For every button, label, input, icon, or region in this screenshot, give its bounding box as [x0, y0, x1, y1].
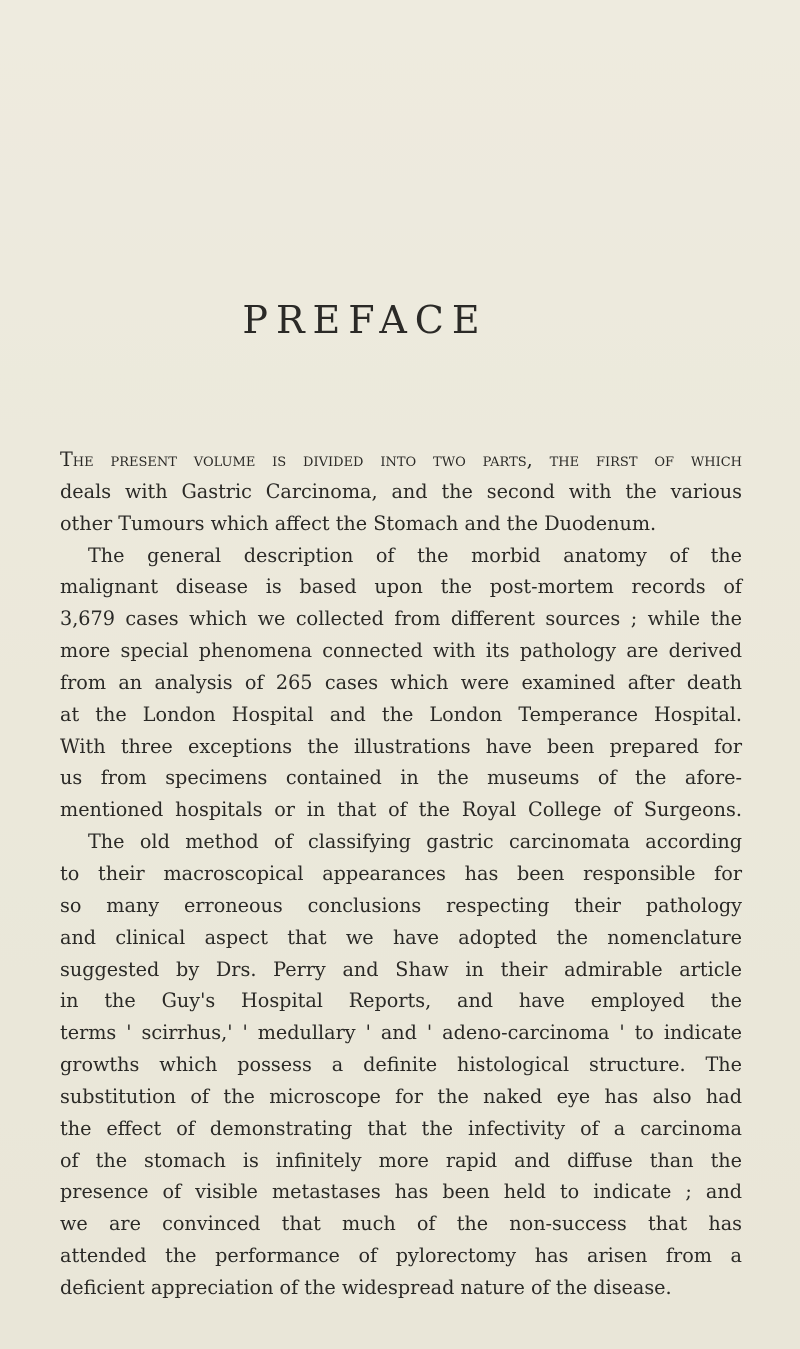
- text-line: more special phenomena connected with its pathology are derived: [60, 639, 742, 663]
- text-line: terms ' scirrhus,' ' medullary ' and ' adeno-carcinoma ' to indicate: [60, 1021, 742, 1045]
- text-line: suggested by Drs. Perry and Shaw in their admirable article: [60, 957, 742, 981]
- text-line: to their macroscopical appearances has been responsible for: [60, 861, 742, 885]
- text-line: and clinical aspect that we have adopted the nomenclature: [60, 925, 742, 949]
- page-title: PREFACE: [242, 298, 488, 342]
- text-line: deals with Gastric Carcinoma, and the second with the various: [60, 479, 742, 503]
- text-line: of the stomach is infinitely more rapid and diffuse than the: [60, 1148, 742, 1172]
- text-line: so many erroneous conclusions respecting their pathology: [60, 893, 742, 917]
- text-line: growths which possess a definite histological structure. The: [60, 1053, 742, 1077]
- text-line: we are convinced that much of the non-success that has: [60, 1212, 742, 1236]
- text-line: deficient appreciation of the widespread nature of the disease.: [60, 1275, 672, 1299]
- text-line: The general description of the morbid anatomy of the: [88, 543, 742, 567]
- text-line: presence of visible metastases has been held to indicate ; and: [60, 1180, 742, 1204]
- text-line: us from specimens contained in the museums of the afore-: [60, 766, 742, 790]
- preface-text: [60, 444, 742, 1304]
- text-line: 3,679 cases which we collected from different sources ; while the: [60, 607, 742, 631]
- text-line: mentioned hospitals or in that of the Royal College of Surgeons.: [60, 798, 742, 822]
- text-line: The old method of classifying gastric carcinomata according: [88, 830, 742, 854]
- text-line: attended the performance of pylorectomy has arisen from a: [60, 1244, 742, 1268]
- text-line: the effect of demonstrating that the infectivity of a carcinoma: [60, 1116, 742, 1140]
- text-line: With three exceptions the illustrations have been prepared for: [60, 734, 742, 758]
- text-line: malignant disease is based upon the post-mortem records of: [60, 575, 742, 599]
- text-line: substitution of the microscope for the naked eye has also had: [60, 1084, 742, 1108]
- text-line: at the London Hospital and the London Temperance Hospital.: [60, 702, 742, 726]
- text-line: The present volume is divided into two parts, the first of which: [60, 448, 742, 471]
- text-line: in the Guy's Hospital Reports, and have employed the: [60, 989, 742, 1013]
- text-line: from an analysis of 265 cases which were examined after death: [60, 670, 742, 694]
- text-line: other Tumours which affect the Stomach and the Duodenum.: [60, 511, 657, 535]
